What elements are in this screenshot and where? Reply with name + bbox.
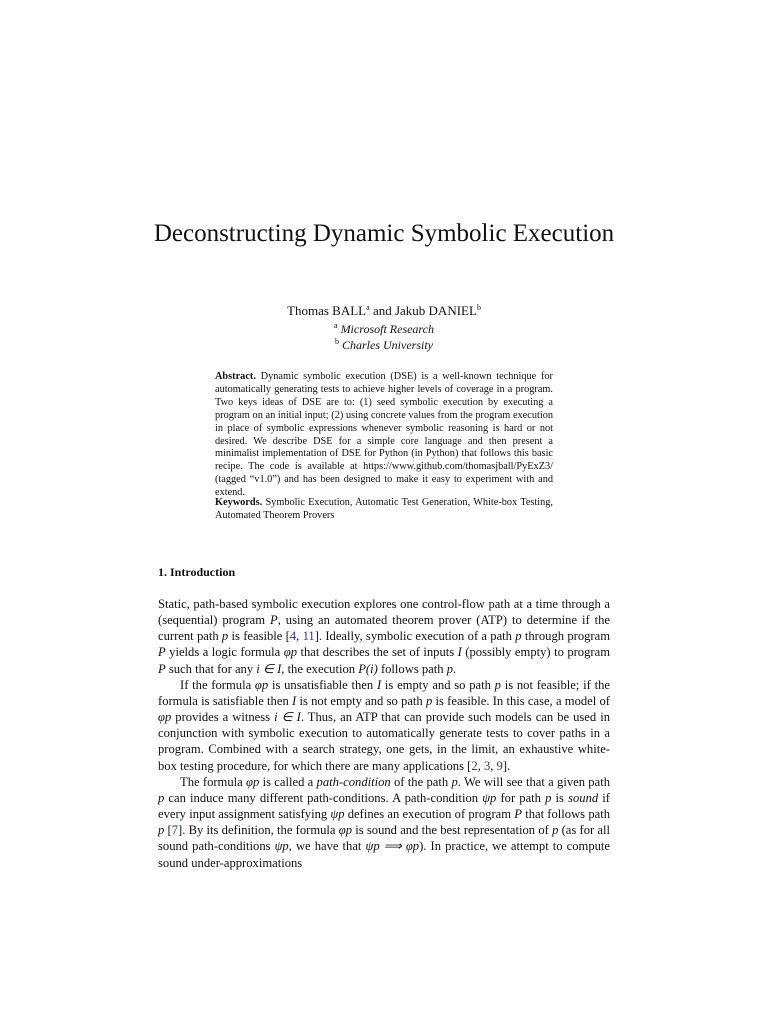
citation-link[interactable]: 2 xyxy=(471,758,478,773)
keywords-label: Keywords. xyxy=(215,497,263,508)
affiliation xyxy=(150,337,618,353)
author-name: Thomas BALL xyxy=(287,303,367,318)
paragraph: The formula φp is called a path-condition of the path p. We will see that a given path p can induce many different path-conditions. A path-condition ψp for path p is sound if every input assignment satisfying ψp defines an execution of program P that follows path p [7]. By its definition, the formula φp is sound and the best representation of p (as for all sound path-conditions ψp, we have that ψp ⟹ φp). In practice, we attempt to compute sound under-approximations xyxy=(158,774,611,870)
author-line xyxy=(150,303,618,319)
paper-title: Deconstructing Dynamic Symbolic Execution xyxy=(153,220,615,247)
keywords xyxy=(215,497,553,523)
affiliation-mark: a xyxy=(334,321,338,330)
paragraph: If the formula φp is unsatisfiable then I is empty and so path p is not feasible; if the formula is satisfiable then I is not empty and so path p is feasible. In this case, a model of φp provides a witness i ∈ I. Thus, an ATP that can provide such models can be used in conjunction with symbolic execution to automatically generate tests to cover paths in a program. Combined with a search strategy, one gets, in the limit, an exhaustive white-box testing procedure, for which there are many applications [2, 3, 9]. xyxy=(158,677,611,773)
section-heading xyxy=(158,565,235,580)
keywords-text: Symbolic Execution, Automatic Test Generation, White-box Testing, Automated Theorem Provers xyxy=(215,497,553,521)
citation-link[interactable]: 3 xyxy=(483,758,491,773)
author-affil-mark: b xyxy=(476,303,481,312)
abstract-text: Dynamic symbolic execution (DSE) is a well-known technique for automatically generating tests to achieve higher levels of coverage in a program. Two keys ideas of DSE are to: (1) seed symbolic execution by executing a program on an initial input; (2) using concrete values from the program execution in place of symbolic expressions whenever symbolic reasoning is hard or not desired. We describe DSE for a simple core language and then present a minimalist implementation of DSE for Python (in Python) that follows this basic recipe. The code is available at https://www.github.com/thomasjball/PyExZ3/ (tagged “v1.0”) and has been designed to make it easy to experiment with and extend. xyxy=(215,371,553,499)
paragraph: Static, path-based symbolic execution explores one control-flow path at a time through a (sequential) program P, using an automated theorem prover (ATP) to determine if the current path p is feasible [4, 11]. Ideally, symbolic execution of a path p through program P yields a logic formula φp that describes the set of inputs I (possibly empty) to program P such that for any i ∈ I, the execution P(i) follows path p. xyxy=(158,597,611,676)
citation-link[interactable]: 4 xyxy=(289,629,297,644)
affiliation-name: Microsoft Research xyxy=(340,322,434,336)
citation-link[interactable]: 7 xyxy=(171,823,179,838)
affiliation-name: Charles University xyxy=(342,338,433,352)
section-title: Introduction xyxy=(170,565,236,579)
author-connector: and xyxy=(372,303,392,318)
section-number: 1. xyxy=(158,565,167,579)
abstract-label: Abstract. xyxy=(215,371,256,382)
affiliation xyxy=(150,321,618,337)
author-affil-mark: a xyxy=(366,303,370,312)
author-name: Jakub DANIEL xyxy=(394,303,477,318)
affiliation-mark: b xyxy=(335,337,339,346)
citation-link[interactable]: 11 xyxy=(302,629,315,644)
abstract xyxy=(215,371,553,500)
body-text xyxy=(158,596,610,871)
citation-link[interactable]: 9 xyxy=(496,758,503,773)
